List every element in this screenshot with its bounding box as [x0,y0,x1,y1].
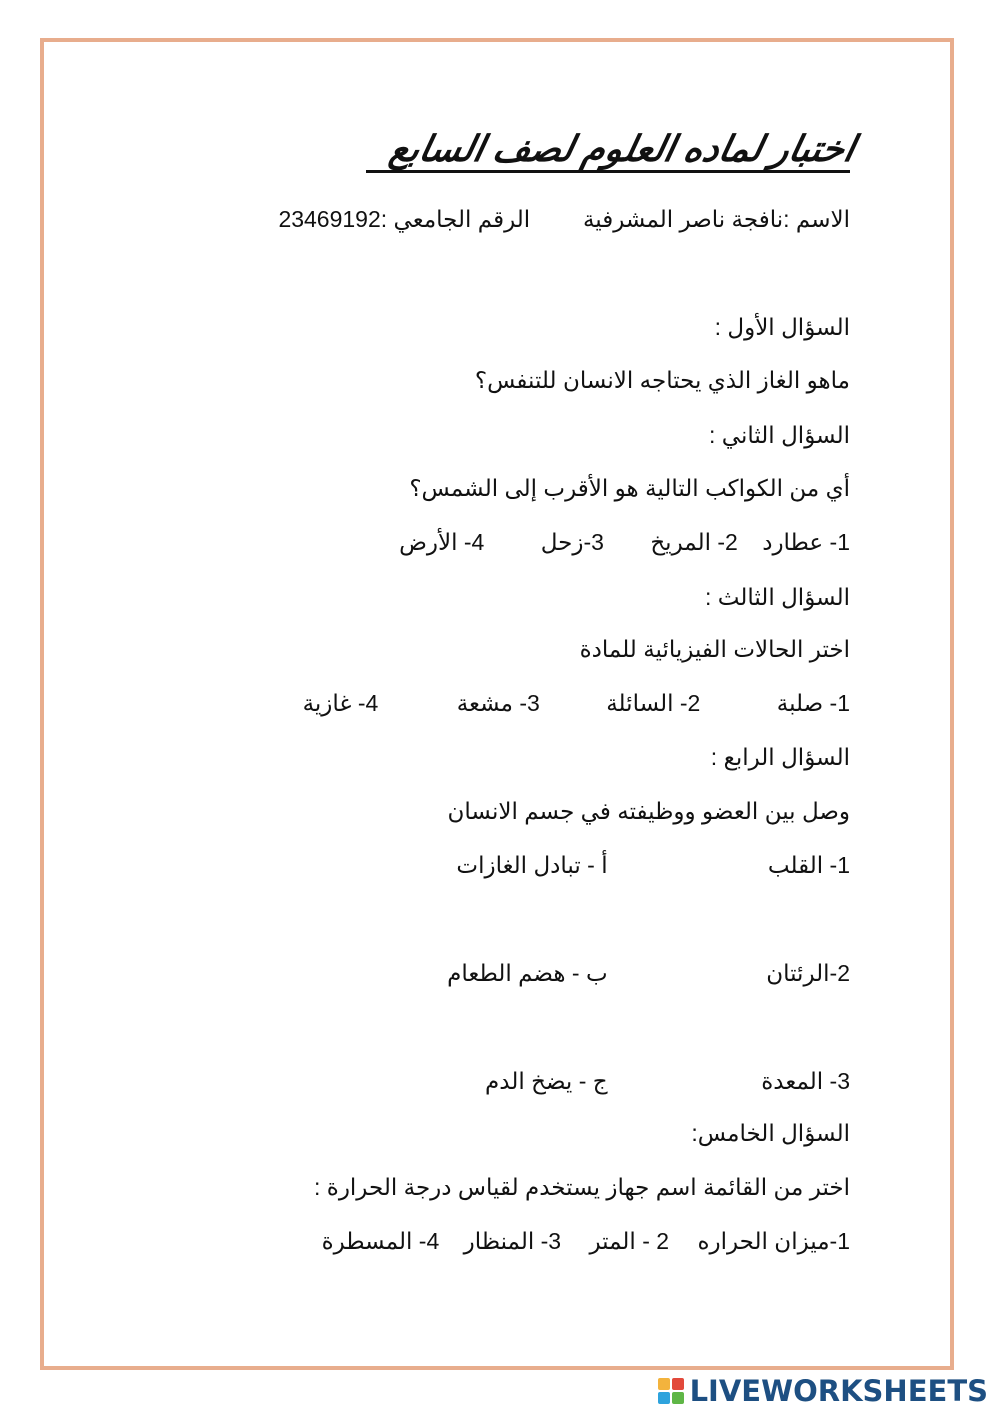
question-4-text: وصل بين العضو ووظيفته في جسم الانسان [447,798,850,824]
q2-option-1: 1- عطارد [762,529,850,555]
match-row [485,1066,850,1096]
question-5-heading: السؤال الخامس: [691,1120,850,1146]
match-row [456,850,850,880]
student-info [278,204,850,234]
question-1-text: ماهو الغاز الذي يحتاجه الانسان للتنفس؟ [474,367,850,393]
q3-option-4: 4- غازية [302,690,379,716]
logo-mark-icon [658,1378,684,1404]
q2-option-4: 4- الأرض [399,529,485,555]
question-2-options [399,527,850,557]
logo-square [672,1378,684,1390]
student-name: الاسم :نافجة ناصر المشرفية [582,206,850,232]
function-label: ج - يضخ الدم [485,1068,608,1094]
function-label: أ - تبادل الغازات [456,852,608,878]
q2-option-3: 3-زحل [540,529,604,555]
match-row [447,958,850,988]
question-4-heading: السؤال الرابع : [710,744,850,770]
logo-text: LIVEWORKSHEETS [689,1374,988,1408]
organ-label: 2-الرئتان [766,960,850,986]
student-id: الرقم الجامعي :23469192 [278,206,531,232]
question-5-options [322,1226,850,1256]
q3-option-2: 2- السائلة [606,690,701,716]
question-3-options [303,688,850,718]
function-label: ب - هضم الطعام [447,960,608,986]
q5-option-4: 4- المسطرة [321,1228,440,1254]
question-1-heading: السؤال الأول : [714,314,850,340]
liveworksheets-logo [658,1374,988,1408]
q3-option-3: 3- مشعة [456,690,540,716]
q3-option-1: 1- صلبة [776,690,850,716]
question-3-text: اختر الحالات الفيزيائية للمادة [579,636,850,662]
question-3-heading: السؤال الثالث : [704,584,850,610]
logo-square [672,1392,684,1404]
logo-square [658,1378,670,1390]
page-title: اختبار لماده العلوم لصف السابع [386,128,859,169]
logo-square [658,1392,670,1404]
q5-option-1: 1-ميزان الحراره [697,1228,850,1254]
question-2-text: أي من الكواكب التالية هو الأقرب إلى الشمس؟ [409,475,850,501]
question-2-heading: السؤال الثاني : [709,422,850,448]
organ-label: 3- المعدة [761,1068,850,1094]
q5-option-2: 2 - المتر [589,1228,670,1254]
organ-label: 1- القلب [767,852,850,878]
title-underline [366,170,850,173]
q5-option-3: 3- المنظار [463,1228,562,1254]
question-5-text: اختر من القائمة اسم جهاز يستخدم لقياس درجة الحرارة : [313,1174,850,1200]
q2-option-2: 2- المريخ [650,529,738,555]
